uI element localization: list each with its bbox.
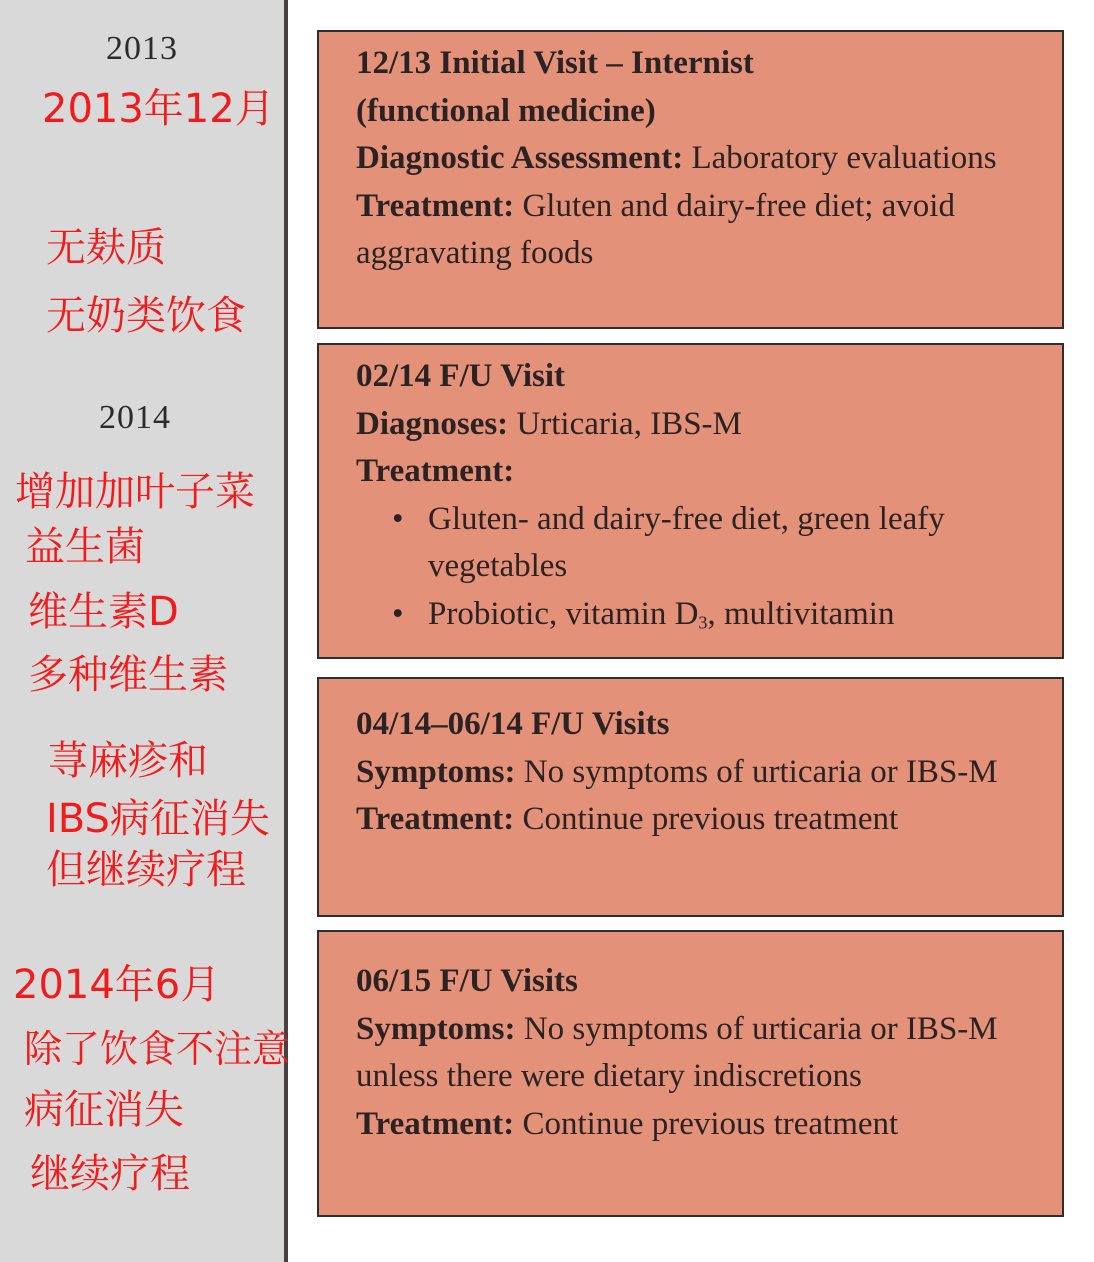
note-continue-treatment-1: 但继续疗程 xyxy=(46,847,246,893)
visit-box-0214 xyxy=(317,343,1064,659)
year-label-2013: 2013 xyxy=(106,30,178,67)
visit-box-0414-0614 xyxy=(317,677,1064,917)
treatment-text: Gluten and dairy-free diet; avoid aggravating foods xyxy=(356,187,955,271)
symptoms-line xyxy=(356,1006,1042,1101)
symptoms-line xyxy=(356,749,1042,797)
treatment-label: Treatment: xyxy=(356,1105,515,1142)
note-gluten-free: 无麸质 xyxy=(46,225,166,271)
note-dairy-free: 无奶类饮食 xyxy=(46,293,246,339)
treatment-label: Treatment: xyxy=(356,801,515,837)
diagnoses-line xyxy=(356,401,1042,449)
visit-box-initial xyxy=(317,30,1064,329)
symptoms-text: No symptoms of urticaria or IBS-M unless there were dietary indiscretions xyxy=(356,1010,998,1094)
visit-box-0615 xyxy=(317,930,1064,1217)
diagnoses-text: Urticaria, IBS-M xyxy=(508,405,742,442)
visit-title: 06/15 F/U Visits xyxy=(356,963,578,999)
timeline-divider xyxy=(284,0,288,1262)
symptoms-label: Symptoms: xyxy=(356,753,516,790)
treatment-bullet-diet: • Gluten- and dairy-free diet, green leafy vegetables xyxy=(392,496,1042,591)
assessment-label: Diagnostic Assessment: xyxy=(356,140,684,176)
note-except-diet: 除了饮食不注意 xyxy=(24,1027,291,1071)
visit-title: 12/13 Initial Visit – Internist xyxy=(356,45,754,81)
note-ibs-resolved: IBS病征消失 xyxy=(46,796,270,842)
treatment-line xyxy=(356,1101,1042,1149)
supplements-text: Probiotic, vitamin D xyxy=(428,595,699,632)
symptoms-text: No symptoms of urticaria or IBS-M xyxy=(515,753,998,790)
year-label-2014: 2014 xyxy=(99,399,171,436)
note-multivitamin: 多种维生素 xyxy=(28,652,228,698)
assessment-text: Laboratory evaluations xyxy=(683,140,997,176)
symptoms-label: Symptoms: xyxy=(356,1010,516,1047)
treatment-line xyxy=(356,448,1042,496)
visit-title: 04/14–06/14 F/U Visits xyxy=(356,706,670,742)
supplements-text-end: , multivitamin xyxy=(707,595,895,632)
note-urticaria-and: 荨麻疹和 xyxy=(48,738,208,784)
assessment-line xyxy=(356,135,1042,183)
note-date-2014-6: 2014年6月 xyxy=(13,962,221,1008)
treatment-label: Treatment: xyxy=(356,453,515,489)
treatment-list xyxy=(356,496,1042,639)
visit-title: 02/14 F/U Visit xyxy=(356,358,566,394)
note-continue-treatment-2: 继续疗程 xyxy=(30,1151,190,1197)
diagnoses-label: Diagnoses: xyxy=(356,405,509,442)
treatment-bullet-supplements xyxy=(392,591,1042,639)
note-date-2013-12: 2013年12月 xyxy=(42,86,275,132)
treatment-label: Treatment: xyxy=(356,187,515,224)
note-leafy-greens: 增加加叶子菜 xyxy=(15,469,255,515)
vitamin-subscript: 3 xyxy=(698,612,708,633)
treatment-text: Continue previous treatment xyxy=(514,1105,899,1142)
treatment-line xyxy=(356,183,1042,278)
note-vitamin-d: 维生素D xyxy=(28,589,179,635)
visit-subtitle: (functional medicine) xyxy=(356,92,656,129)
treatment-line xyxy=(356,796,1042,844)
treatment-text: Continue previous treatment xyxy=(514,801,899,837)
note-probiotic: 益生菌 xyxy=(25,524,145,570)
note-symptoms-resolved: 病征消失 xyxy=(24,1087,184,1133)
